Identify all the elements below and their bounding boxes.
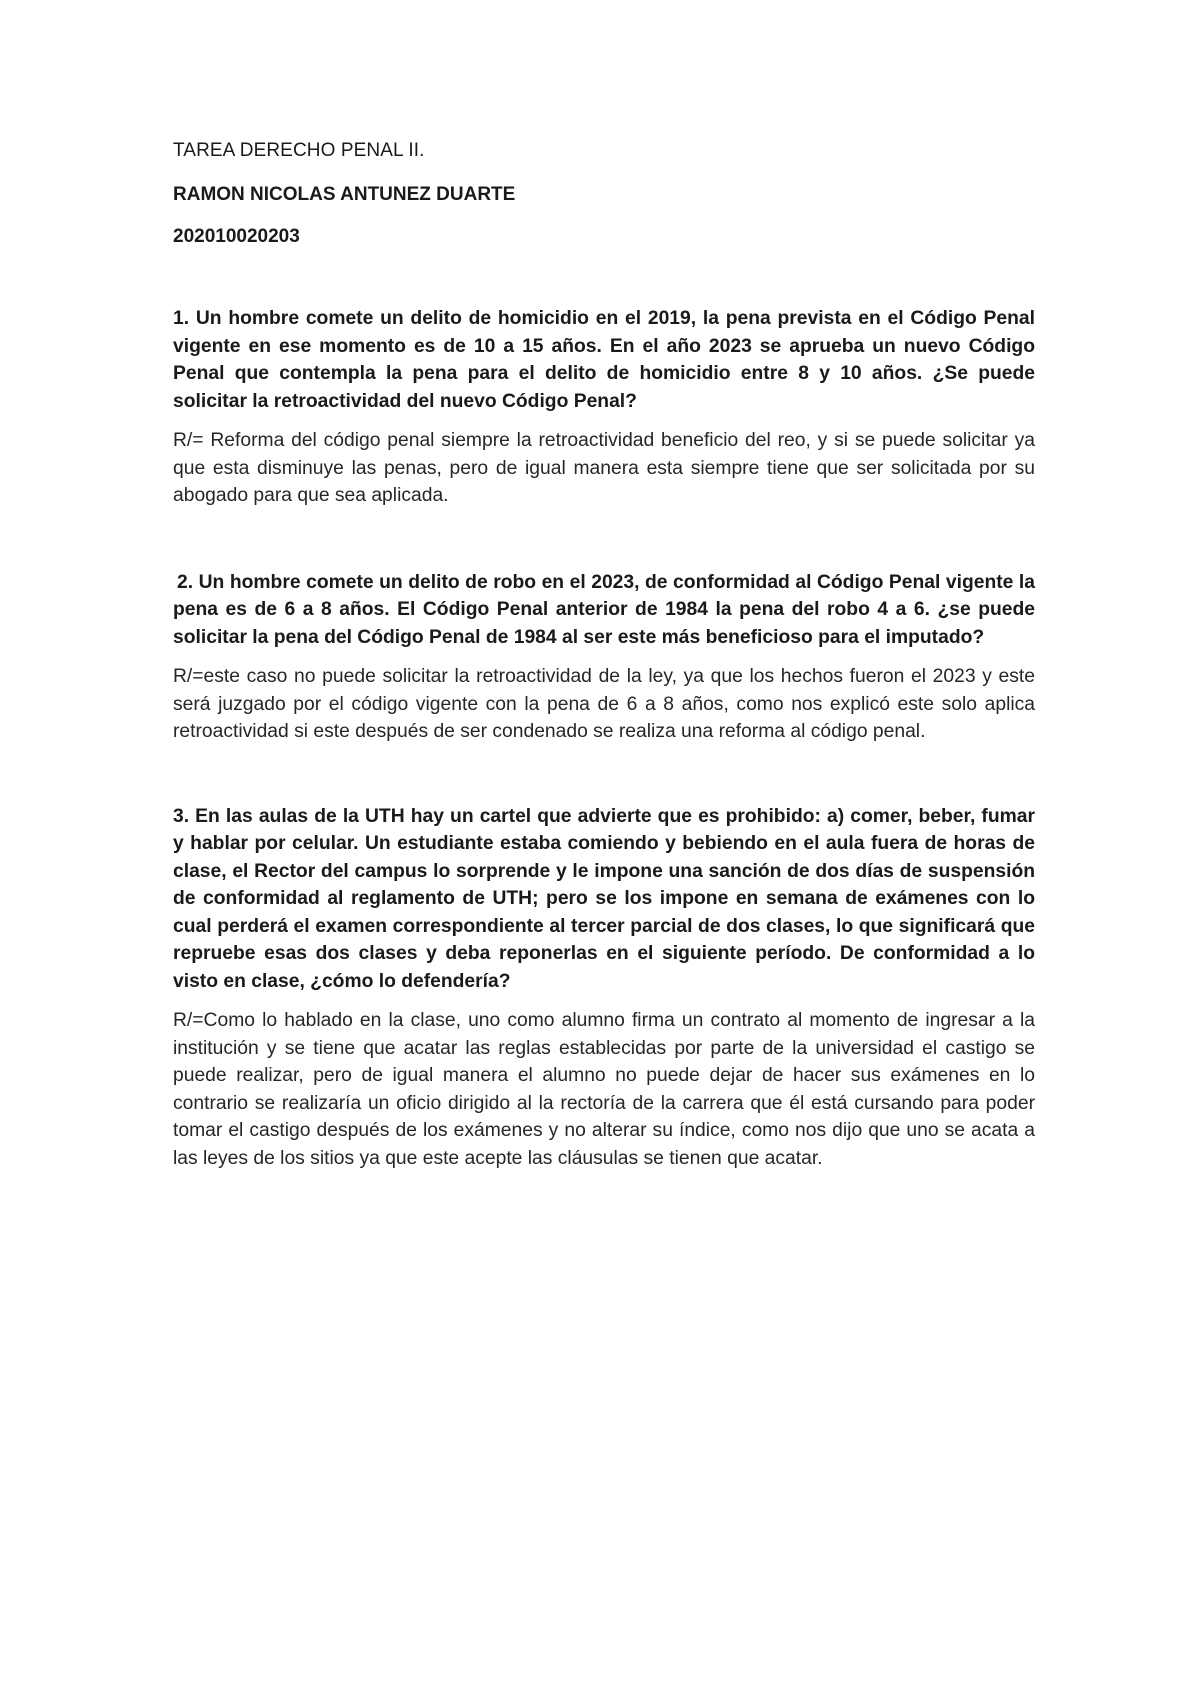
answer-2: R/=este caso no puede solicitar la retroactividad de la ley, ya que los hechos fueron el 2023 y este será juzgado por el código vigente con la pena de 6 a 8 años, como nos explicó este solo aplica retroactividad si este después de ser condenado se realiza una reforma al código penal. (173, 666, 1035, 742)
question-block-1 (173, 305, 1035, 510)
question-2: 2. Un hombre comete un delito de robo en el 2023, de conformidad al Código Penal vigente la pena es de 6 a 8 años. El Código Penal anterior de 1984 la pena del robo 4 a 6. ¿se puede solicitar la pena del Código Penal de 1984 al ser este más beneficioso para el imputado? (173, 571, 1035, 648)
question-1: 1. Un hombre comete un delito de homicidio en el 2019, la pena prevista en el Código Penal vigente en ese momento es de 10 a 15 años. En el año 2023 se aprueba un nuevo Código Penal que contempla la pena para el delito de homicidio entre 8 y 10 años. ¿Se puede solicitar la retroactividad del nuevo Código Penal? (173, 308, 1035, 412)
question-block-2 (173, 569, 1035, 746)
document-title: TAREA DERECHO PENAL II. (173, 140, 425, 161)
question-block-3 (173, 803, 1035, 1173)
document-page (173, 140, 1035, 1172)
student-id: 202010020203 (173, 226, 300, 247)
question-3: 3. En las aulas de la UTH hay un cartel que advierte que es prohibido: a) comer, beber, fumar y hablar por celular. Un estudiante estaba comiendo y bebiendo en el aula fuera de horas de clase, el Rector del campus lo sorprende y le impone una sanción de dos días de suspensión de conformidad al reglamento de UTH; pero se los impone en semana de exámenes con lo cual perderá el examen correspondiente al tercer parcial de dos clases, lo que significará que repruebe esas dos clases y deba reponerlas en el siguiente período. De conformidad a lo visto en clase, ¿cómo lo defendería? (173, 805, 1035, 992)
answer-1: R/= Reforma del código penal siempre la retroactividad beneficio del reo, y si se puede solicitar ya que esta disminuye las penas, pero de igual manera esta siempre tiene que ser solicitada por su abogado para que sea aplicada. (173, 430, 1035, 506)
author-name: RAMON NICOLAS ANTUNEZ DUARTE (173, 184, 516, 205)
answer-3: R/=Como lo hablado en la clase, uno como alumno firma un contrato al momento de ingresar a la institución y se tiene que acatar las reglas establecidas por parte de la universidad el castigo se puede realizar, pero de igual manera el alumno no puede dejar de hacer sus exámenes en lo contrario se realizaría un oficio dirigido al la rectoría de la carrera que él está cursando para poder tomar el castigo después de los exámenes y no alterar su índice, como nos dijo que uno se acata a las leyes de los sitios ya que este acepte las cláusulas se tienen que acatar. (173, 1010, 1035, 1169)
